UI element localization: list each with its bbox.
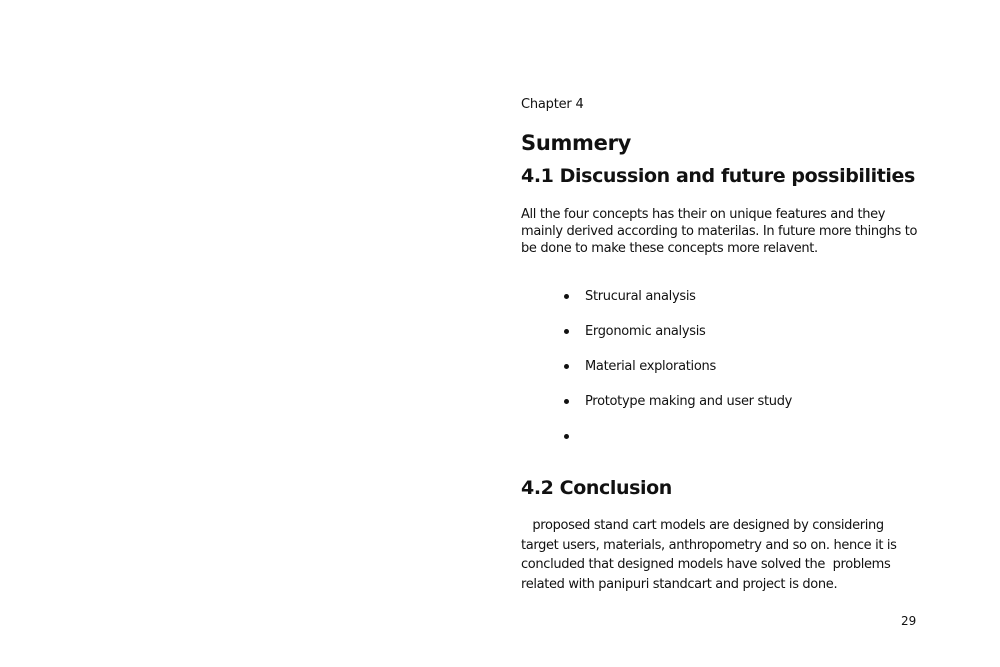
list-item-text: Material explorations	[585, 359, 716, 374]
discussion-paragraph: All the four concepts has their on unique features and they mainly derived according to materilas. In future more thinghs to be done to make these concepts more relavent.	[521, 207, 918, 256]
list-item-text: Prototype making and user study	[585, 394, 793, 409]
list-item-text: Strucural analysis	[585, 289, 696, 304]
chapter-title: Summery	[521, 131, 632, 155]
bullet-icon	[564, 294, 569, 299]
bullet-icon	[564, 434, 569, 439]
list-item-text: Ergonomic analysis	[585, 324, 706, 339]
section-heading-conclusion: 4.2 Conclusion	[521, 477, 672, 499]
page-number: 29	[901, 614, 917, 628]
bullet-icon	[564, 329, 569, 334]
chapter-label: Chapter 4	[521, 97, 584, 112]
section-heading-discussion: 4.1 Discussion and future possibilities	[521, 165, 915, 187]
right-page	[500, 0, 1000, 667]
bullet-icon	[564, 399, 569, 404]
conclusion-paragraph: proposed stand cart models are designed by considering target users, materials, anthropometry and so on. hence it is concluded that designed models have solved the problems related with panipuri standcart and project is done.	[521, 518, 901, 592]
bullet-icon	[564, 364, 569, 369]
